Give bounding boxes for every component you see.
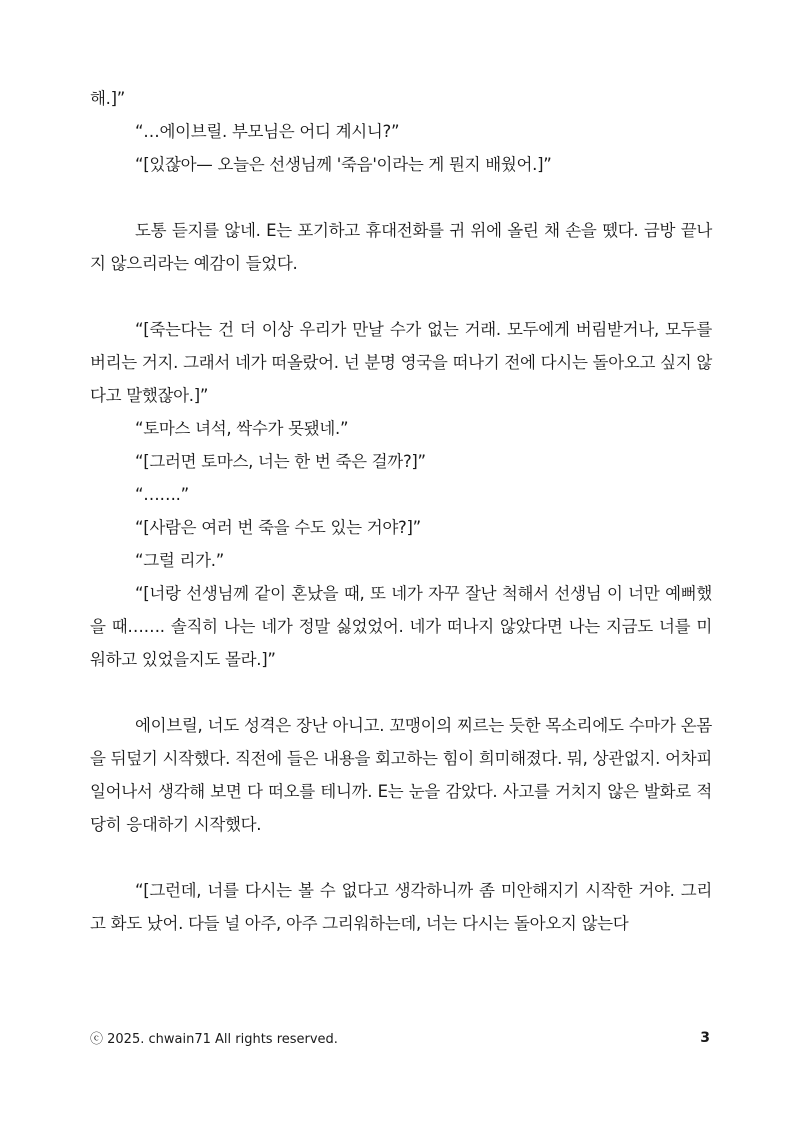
paragraph: “[너랑 선생님께 같이 혼났을 때, 또 네가 자꾸 잘난 척해서 선생님 이 너만 예뻐했을 때……. 솔직히 나는 네가 정말 싫었었어. 네가 떠나지 않았다면 나는 지금도 너를 미워하고 있었을지도 몰라.]” <box>90 584 712 669</box>
paragraph: “[그런데, 너를 다시는 볼 수 없다고 생각하니까 좀 미안해지기 시작한 거야. 그리고 화도 났어. 다들 널 아주, 아주 그리워하는데, 너는 다시는 돌아오지 않는다 <box>90 881 712 933</box>
paragraph: “토마스 녀석, 싹수가 못됐네.” <box>135 419 349 438</box>
paragraph: “…에이브릴. 부모님은 어디 계시니?” <box>135 122 400 141</box>
paragraph: “그럴 리가.” <box>135 551 224 570</box>
paragraph: “…….” <box>135 485 189 504</box>
paragraph-gap <box>90 676 712 709</box>
paragraph: “[있잖아— 오늘은 선생님께 '죽음'이라는 게 뭔지 배웠어.]” <box>135 155 552 174</box>
paragraph-gap <box>90 841 712 874</box>
page-number: 3 <box>700 1029 710 1046</box>
paragraph: “[죽는다는 건 더 이상 우리가 만날 수가 없는 거래. 모두에게 버림받거나, 모두를 버리는 거지. 그래서 네가 떠올랐어. 넌 분명 영국을 떠나기 전에 다시는 돌아오고 싶지 않다고 말했잖아.]” <box>90 320 712 405</box>
paragraph: “[그러면 토마스, 너는 한 번 죽은 걸까?]” <box>135 452 426 471</box>
page-footer <box>90 1028 710 1047</box>
paragraph-gap <box>90 280 712 313</box>
paragraph: 에이브릴, 너도 성격은 장난 아니고. 꼬맹이의 찌르는 듯한 목소리에도 수마가 온몸을 뒤덮기 시작했다. 직전에 들은 내용을 회고하는 힘이 희미해졌다. 뭐, 상관없지. 어차피 일어나서 생각해 보면 다 떠오를 테니까. E는 눈을 감았다. 사고를 거치지 않은 발화로 적당히 응대하기 시작했다. <box>90 716 712 834</box>
paragraph: 해.]” <box>90 89 125 108</box>
body-text <box>90 82 712 940</box>
paragraph: 도통 듣지를 않네. E는 포기하고 휴대전화를 귀 위에 올린 채 손을 뗐다. 금방 끝나지 않으리라는 예감이 들었다. <box>90 221 712 273</box>
paragraph: “[사람은 여러 번 죽을 수도 있는 거야?]” <box>135 518 421 537</box>
copyright-notice: ⓒ 2025. chwain71 All rights reserved. <box>90 1032 338 1047</box>
paragraph-gap <box>90 181 712 214</box>
